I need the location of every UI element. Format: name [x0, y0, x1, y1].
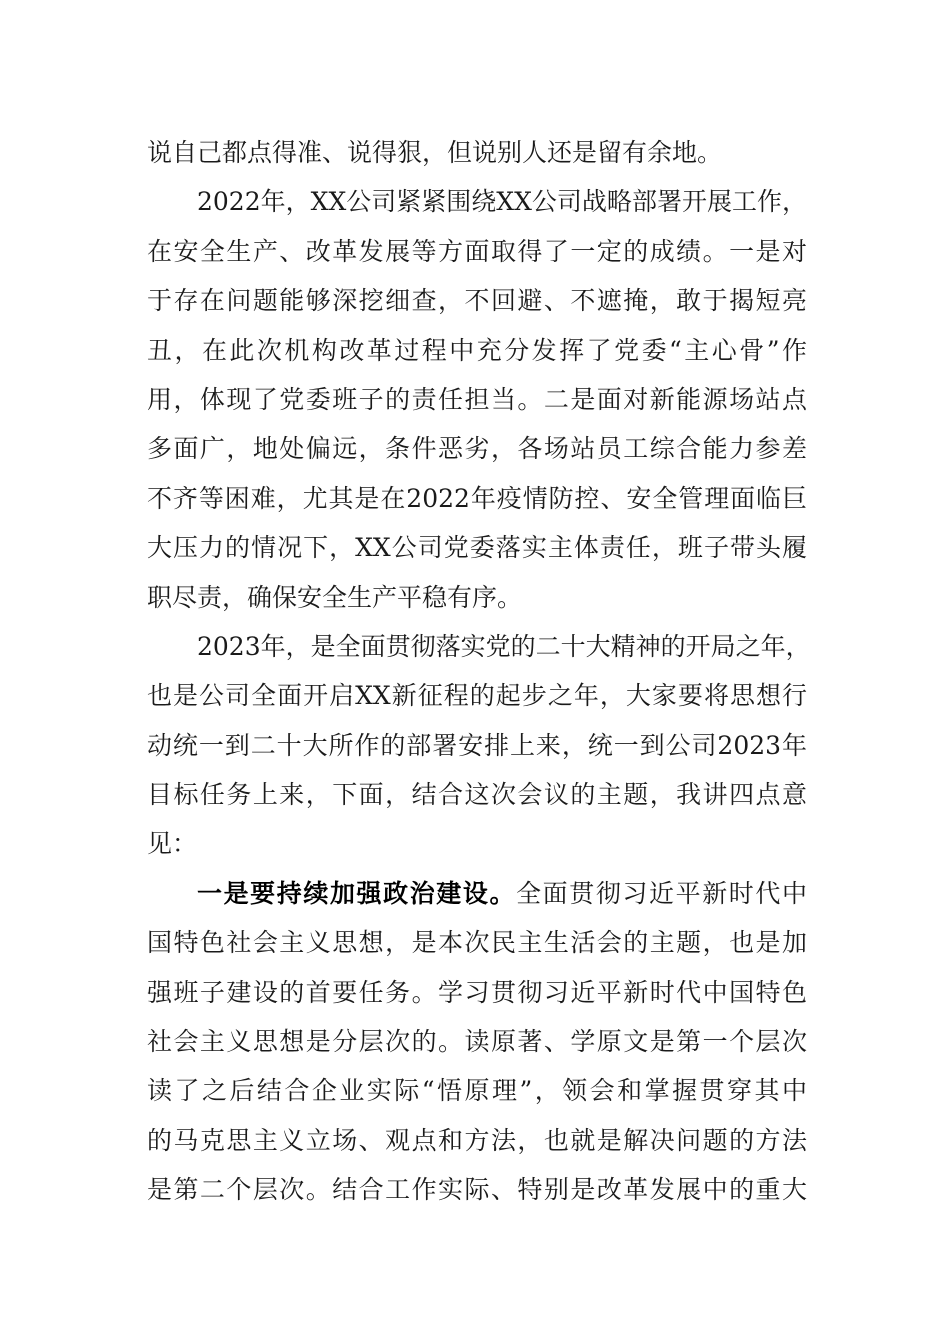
text-line: 也是公司全面开启XX新征程的起步之年，大家要将思想行 [147, 681, 807, 711]
text-line: 2023年，是全面贯彻落实党的二十大精神的开局之年， [197, 631, 811, 661]
text-line: 是第二个层次。结合工作实际、特别是改革发展中的重大 [147, 1175, 807, 1205]
text-line: 的马克思主义立场、观点和方法，也就是解决问题的方法 [147, 1125, 807, 1155]
text-line: 社会主义思想是分层次的。读原著、学原文是第一个层次 [147, 1027, 807, 1057]
text-line: 说自己都点得准、说得狠，但说别人还是留有余地。 [147, 138, 723, 167]
text-line: 国特色社会主义思想，是本次民主生活会的主题，也是加 [147, 928, 807, 958]
document-body [147, 128, 811, 1215]
text-line: 于存在问题能够深挖细查，不回避、不遮掩，敢于揭短亮 [147, 286, 807, 316]
text-span: 全面贯彻习近平新时代中 [516, 878, 807, 908]
text-line: 用，体现了党委班子的责任担当。二是面对新能源场站点 [147, 384, 807, 414]
text-line: 动统一到二十大所作的部署安排上来，统一到公司2023年 [147, 730, 807, 760]
text-line: 见： [147, 829, 198, 859]
text-line: 大压力的情况下，XX公司党委落实主体责任，班子带头履 [147, 533, 807, 563]
text-line: 读了之后结合企业实际“悟原理”，领会和掌握贯穿其中 [147, 1076, 807, 1106]
text-line: 职尽责，确保安全生产平稳有序。 [147, 582, 523, 612]
text-line: 强班子建设的首要任务。学习贯彻习近平新时代中国特色 [147, 977, 807, 1007]
text-line: 在安全生产、改革发展等方面取得了一定的成绩。一是对 [147, 236, 807, 266]
text-line: 目标任务上来，下面，结合这次会议的主题，我讲四点意 [147, 780, 807, 810]
text-line [147, 869, 807, 918]
text-line: 2022年，XX公司紧紧围绕XX公司战略部署开展工作， [197, 187, 807, 217]
text-line: 丑，在此次机构改革过程中充分发挥了党委“主心骨”作 [147, 335, 807, 365]
text-line: 多面广，地处偏远，条件恶劣，各场站员工综合能力参差 [147, 434, 807, 464]
paragraph-lead-heading: 一是要持续加强政治建设。 [197, 878, 517, 908]
text-line: 不齐等困难，尤其是在2022年疫情防控、安全管理面临巨 [147, 483, 807, 513]
